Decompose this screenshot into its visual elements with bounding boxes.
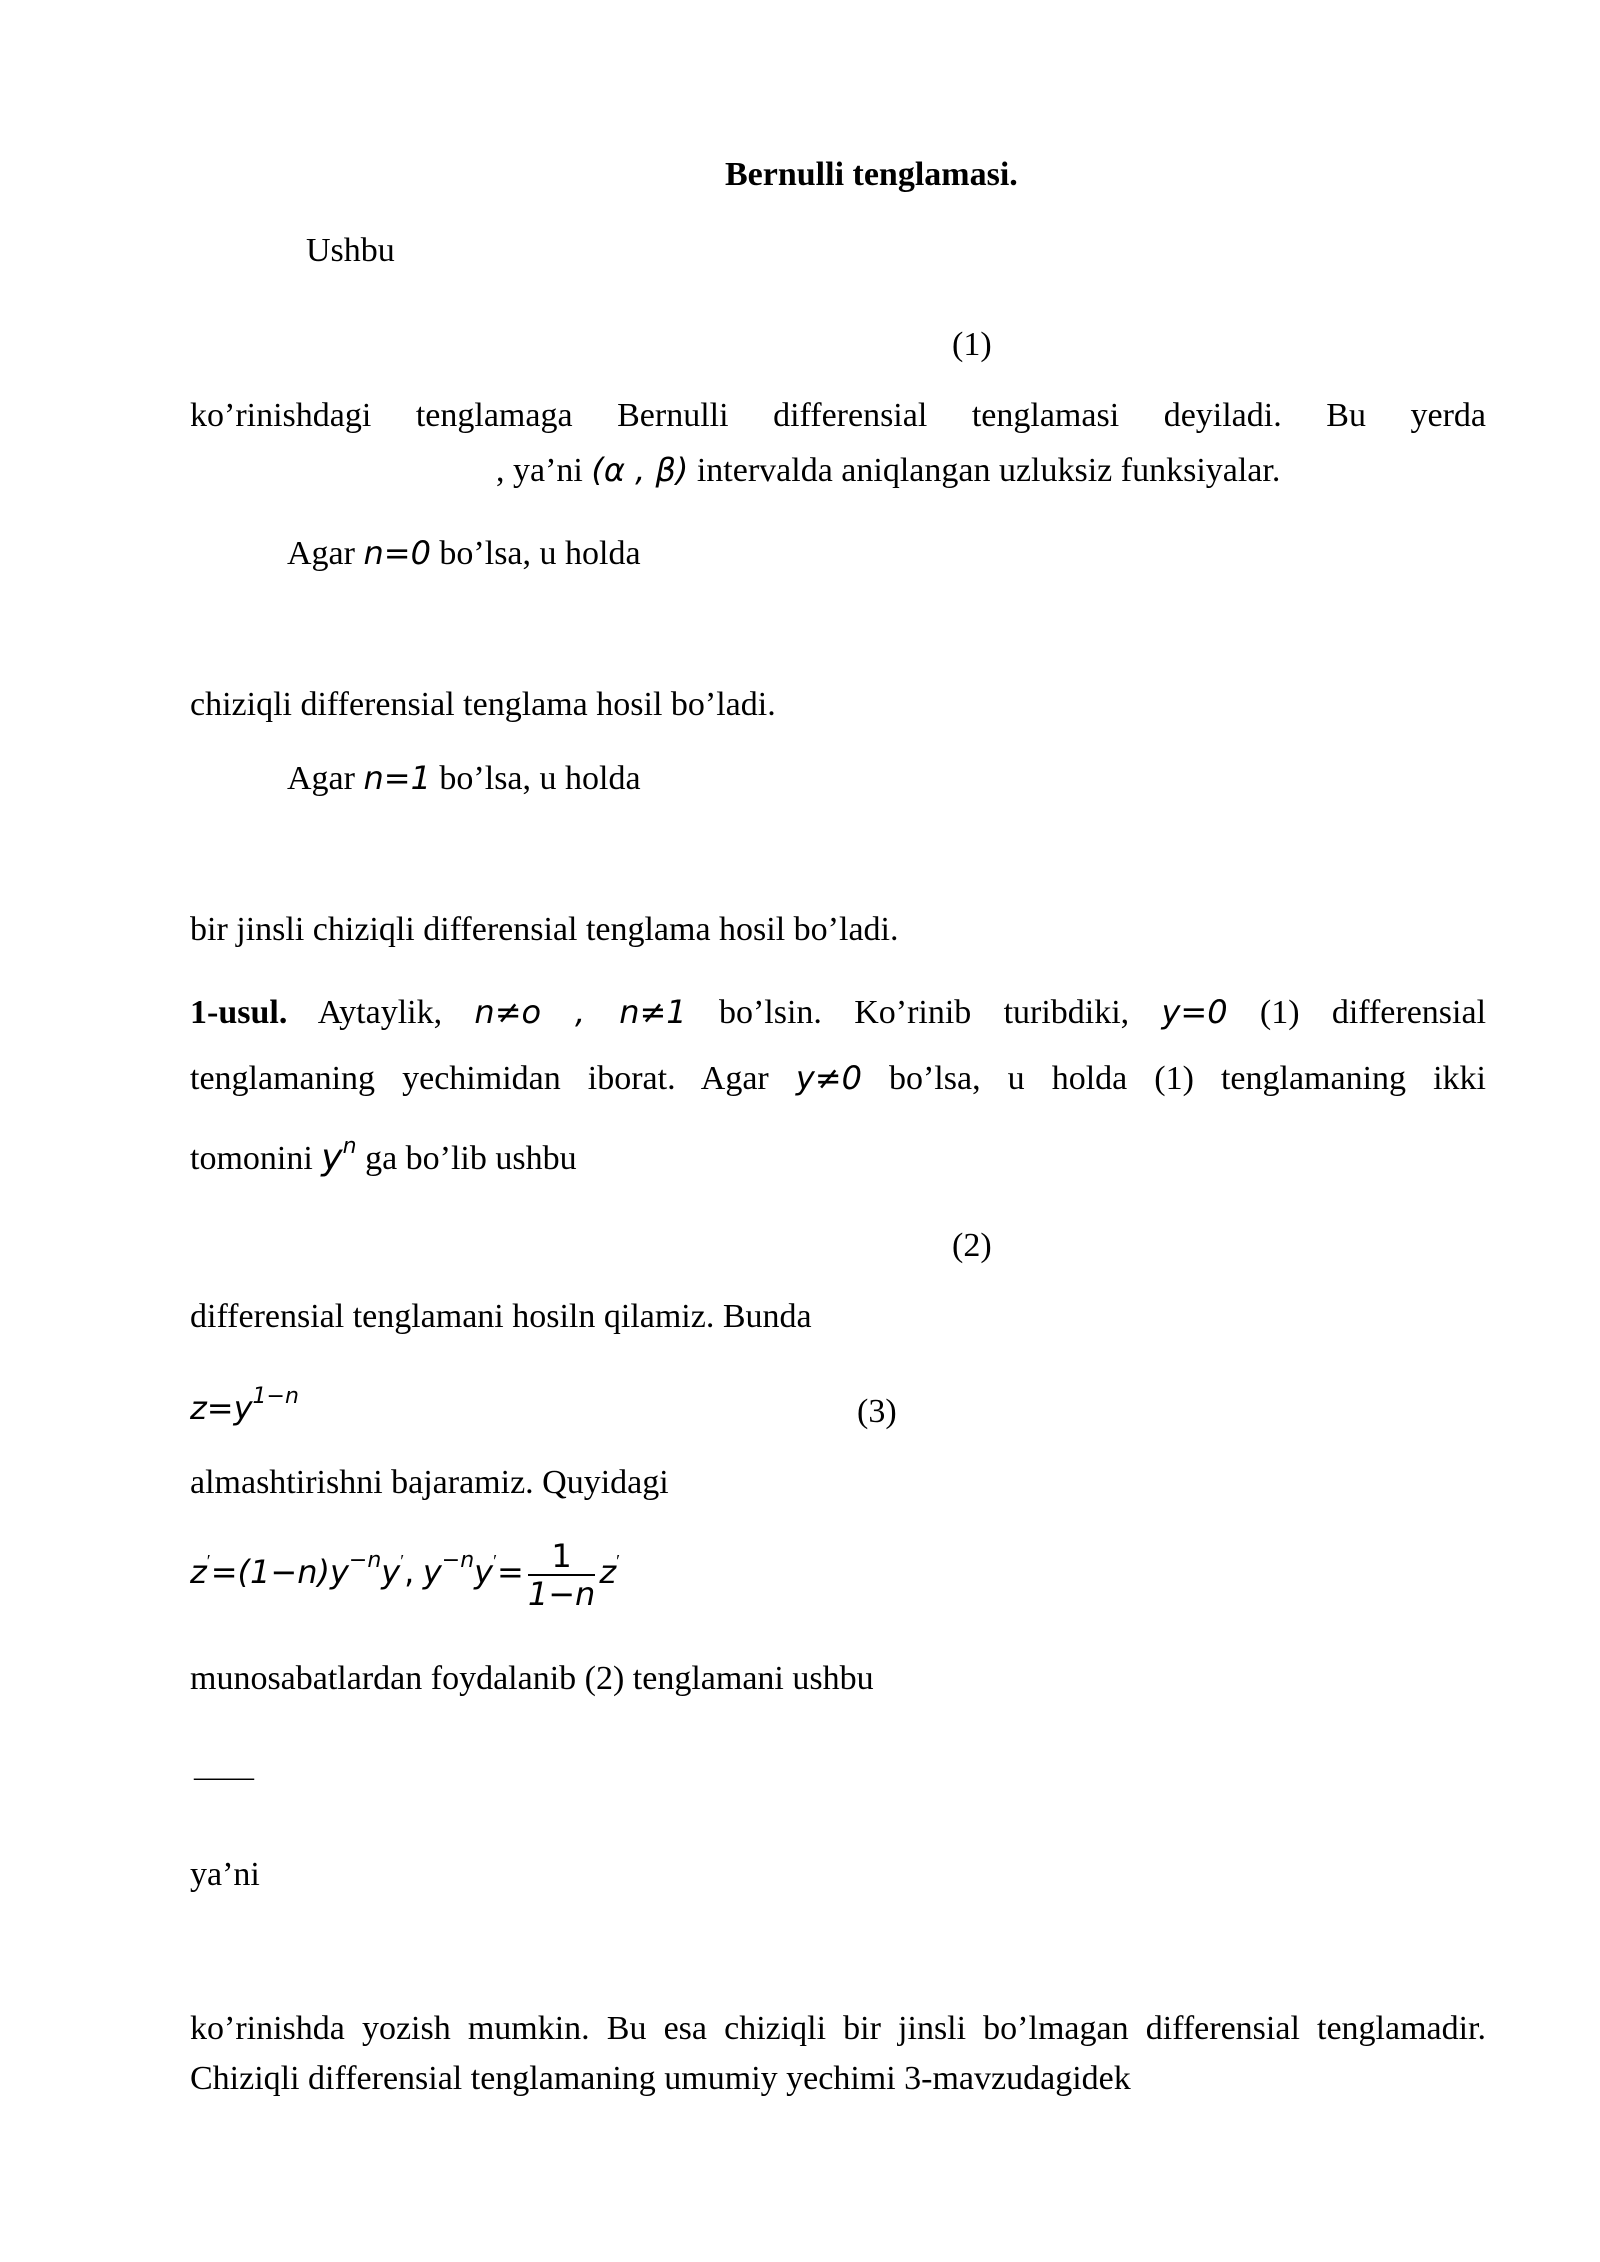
fraction-1-over-1-minus-n: $\frac{1}{1-n}$ bbox=[527, 1537, 596, 1613]
method1-line2-a: tenglamaning yechimidan iborat. Agar bbox=[190, 1060, 769, 1097]
equation-number-3: (3) bbox=[857, 1393, 897, 1430]
method1-line2-b: bo’lsa, u holda (1) tenglamaning ikki bbox=[888, 1060, 1486, 1097]
homogeneous-equation-text: bir jinsli chiziqli differensial tenglama hosil bo’ladi. bbox=[190, 911, 899, 948]
paragraph-definition-line1: ko’rinishdagi tenglamaga Bernulli differensial tenglamasi deyiladi. Bu yerda bbox=[190, 397, 1486, 434]
agar-word: Agar bbox=[287, 535, 355, 572]
z-equals-y: z=y bbox=[190, 1389, 253, 1427]
method1-line3 bbox=[190, 1136, 577, 1176]
yani-line: ya’ni bbox=[190, 1856, 260, 1893]
equation-number-1: (1) bbox=[952, 326, 992, 363]
fraction-bar: ____ bbox=[194, 1750, 254, 1783]
n-conditions: n≠o , n≠1 bbox=[474, 993, 687, 1031]
page-title: Bernulli tenglamasi. bbox=[725, 156, 1018, 193]
bolsa-holda-text: bo’lsa, u holda bbox=[439, 760, 641, 797]
bolsa-holda-text: bo’lsa, u holda bbox=[439, 535, 641, 572]
n-equals-0: n=0 bbox=[363, 534, 431, 572]
interval-description: intervalda aniqlangan uzluksiz funksiyalar. bbox=[696, 452, 1281, 489]
relation-eq1: =(1−n)y bbox=[210, 1552, 349, 1591]
substitution-text: almashtirishni bajaramiz. Quyidagi bbox=[190, 1464, 669, 1501]
aytaylik-word: Aytaylik, bbox=[317, 994, 443, 1031]
case-n1-line bbox=[287, 759, 641, 797]
tomonini-word: tomonini bbox=[190, 1140, 313, 1177]
agar-word: Agar bbox=[287, 760, 355, 797]
y-not-0: y≠0 bbox=[795, 1059, 862, 1097]
n-equals-1: n=1 bbox=[363, 759, 431, 797]
linear-equation-text: chiziqli differensial tenglama hosil bo’ladi. bbox=[190, 686, 776, 723]
case-n0-line bbox=[287, 534, 641, 572]
method1-line1 bbox=[190, 993, 1487, 1031]
intro-text: Ushbu bbox=[306, 232, 395, 269]
method1-line3-b: ga bo’lib ushbu bbox=[365, 1140, 577, 1177]
closing-paragraph: ko’rinishda yozish mumkin. Bu esa chiziqli bir jinsli bo’lmagan differensial tenglamadir. Chiziqli differensial tenglamaning umumiy yechimi 3-mavzudagidek bbox=[190, 2010, 1486, 2097]
method1-text-b: (1) differensial bbox=[1259, 994, 1487, 1031]
y-power-n: $y^n$ bbox=[321, 1134, 357, 1178]
paragraph-definition-line2 bbox=[496, 451, 1281, 489]
equation-number-2: (2) bbox=[952, 1227, 992, 1264]
y-equals-0: y=0 bbox=[1161, 993, 1228, 1031]
relation-z: z bbox=[190, 1552, 207, 1591]
method1-text-a: bo’lsin. Ko’rinib turibdiki, bbox=[718, 994, 1130, 1031]
derivative-relations: $z'=(1-n)y^{-n}y'$, $y^{-n}y'=$ $\frac{1}{1-n}$ z′ bbox=[190, 1537, 621, 1613]
method-label: 1-usul. bbox=[190, 994, 288, 1031]
yani-text: , ya’ni bbox=[496, 452, 583, 489]
method1-line2 bbox=[190, 1059, 1486, 1097]
equation-3 bbox=[190, 1386, 299, 1426]
relations-usage-text: munosabatlardan foydalanib (2) tenglamani ushbu bbox=[190, 1660, 874, 1697]
exponent-1-minus-n: 1−n bbox=[252, 1384, 299, 1409]
substitution-intro: differensial tenglamani hosiln qilamiz. Bunda bbox=[190, 1298, 812, 1335]
interval-symbol: (α , β) bbox=[591, 451, 689, 489]
